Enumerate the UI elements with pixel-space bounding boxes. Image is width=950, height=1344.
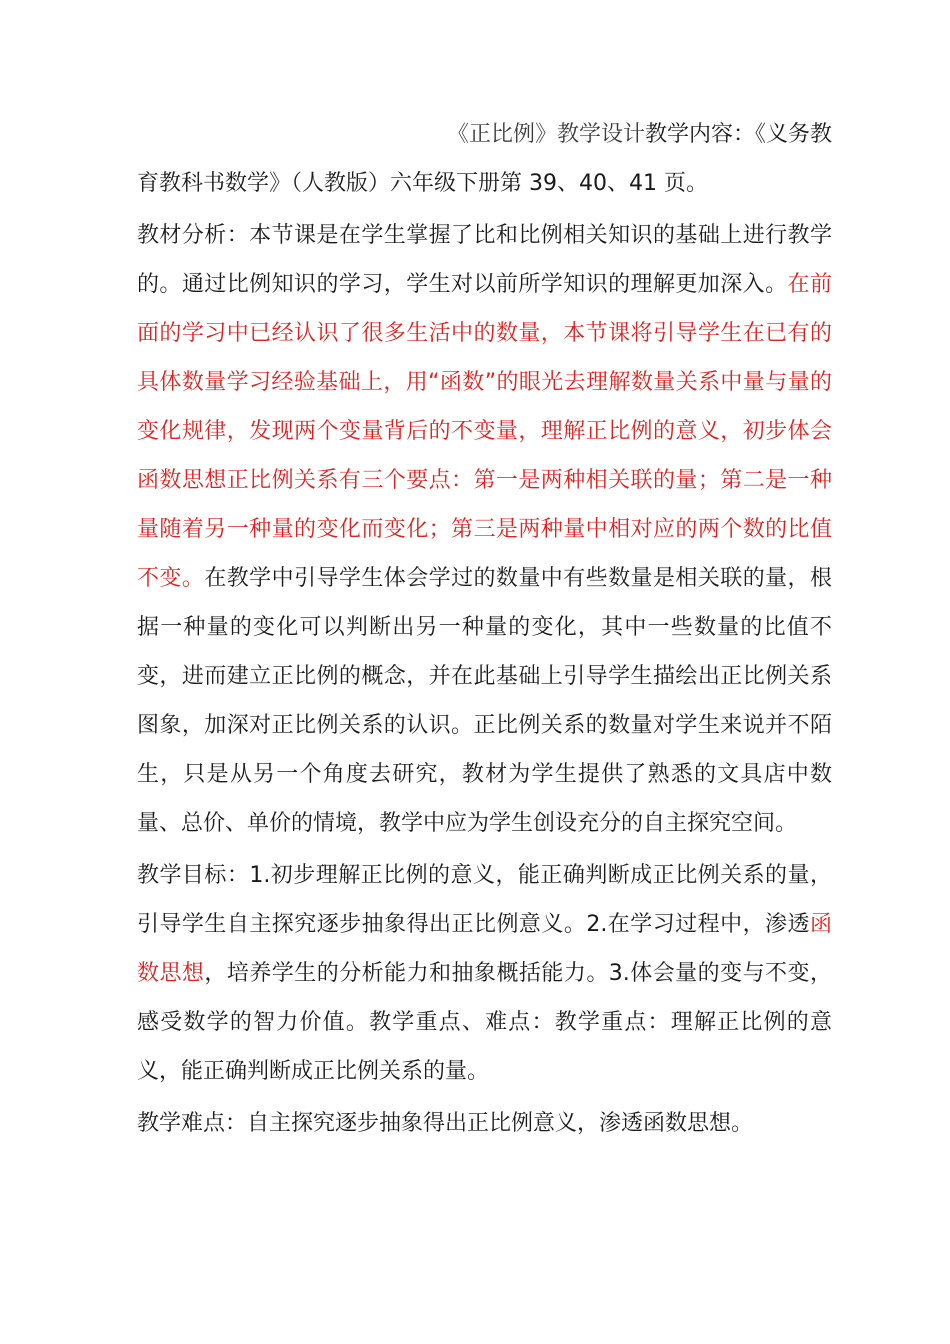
document-title: 《正比例》教学设计 [446,122,645,147]
objectives-tail: ，培养学生的分析能力和抽象概括能力。3.体会量的变与不变，感受数学的智力价值。教学重点、难点：教学重点：理解正比例的意义，能正确判断成正比例关系的量。 [137,961,832,1084]
content-paragraph [137,110,832,208]
analysis-paragraph [137,211,832,848]
objectives-highlight: 函数思想 [137,912,832,986]
difficulty-text: 教学难点：自主探究逐步抽象得出正比例意义，渗透函数思想。 [137,1111,754,1136]
analysis-lead: 教材分析：本节课是在学生掌握了比和比例相关知识的基础上进行教学的。通过比例知识的学习，学生对以前所学知识的理解更加深入。 [137,223,832,297]
objectives-paragraph [137,851,832,1096]
content-text: 育教科书数学》（人教版）六年级下册第 39、40、41 页。 [137,171,708,196]
title-line [137,110,832,159]
objectives-lead: 教学目标：1.初步理解正比例的意义，能正确判断成正比例关系的量，引导学生自主探究逐步抽象得出正比例意义。2.在学习过程中，渗透 [137,863,832,937]
analysis-highlight: 在前面的学习中已经认识了很多生活中的数量，本节课将引导学生在已有的具体数量学习经验基础上，用“函数”的眼光去理解数量关系中量与量的变化规律，发现两个变量背后的不变量，理解正比例的意义，初步体会函数思想正比例关系有三个要点：第一是两种相关联的量；第二是一种量随着另一种量的变化而变化；第三是两种量中相对应的两个数的比值不变。 [137,272,832,591]
content-label: 教学内容：《义务教 [644,122,832,147]
document-page [137,110,832,1148]
difficulty-paragraph [137,1099,832,1148]
analysis-tail: 在教学中引导学生体会学过的数量中有些数量是相关联的量，根据一种量的变化可以判断出另一种量的变化，其中一些数量的比值不变，进而建立正比例的概念，并在此基础上引导学生描绘出正比例关系图象，加深对正比例关系的认识。正比例关系的数量对学生来说并不陌生，只是从另一个角度去研究，教材为学生提供了熟悉的文具店中数量、总价、单价的情境，教学中应为学生创设充分的自主探究空间。 [137,566,832,836]
